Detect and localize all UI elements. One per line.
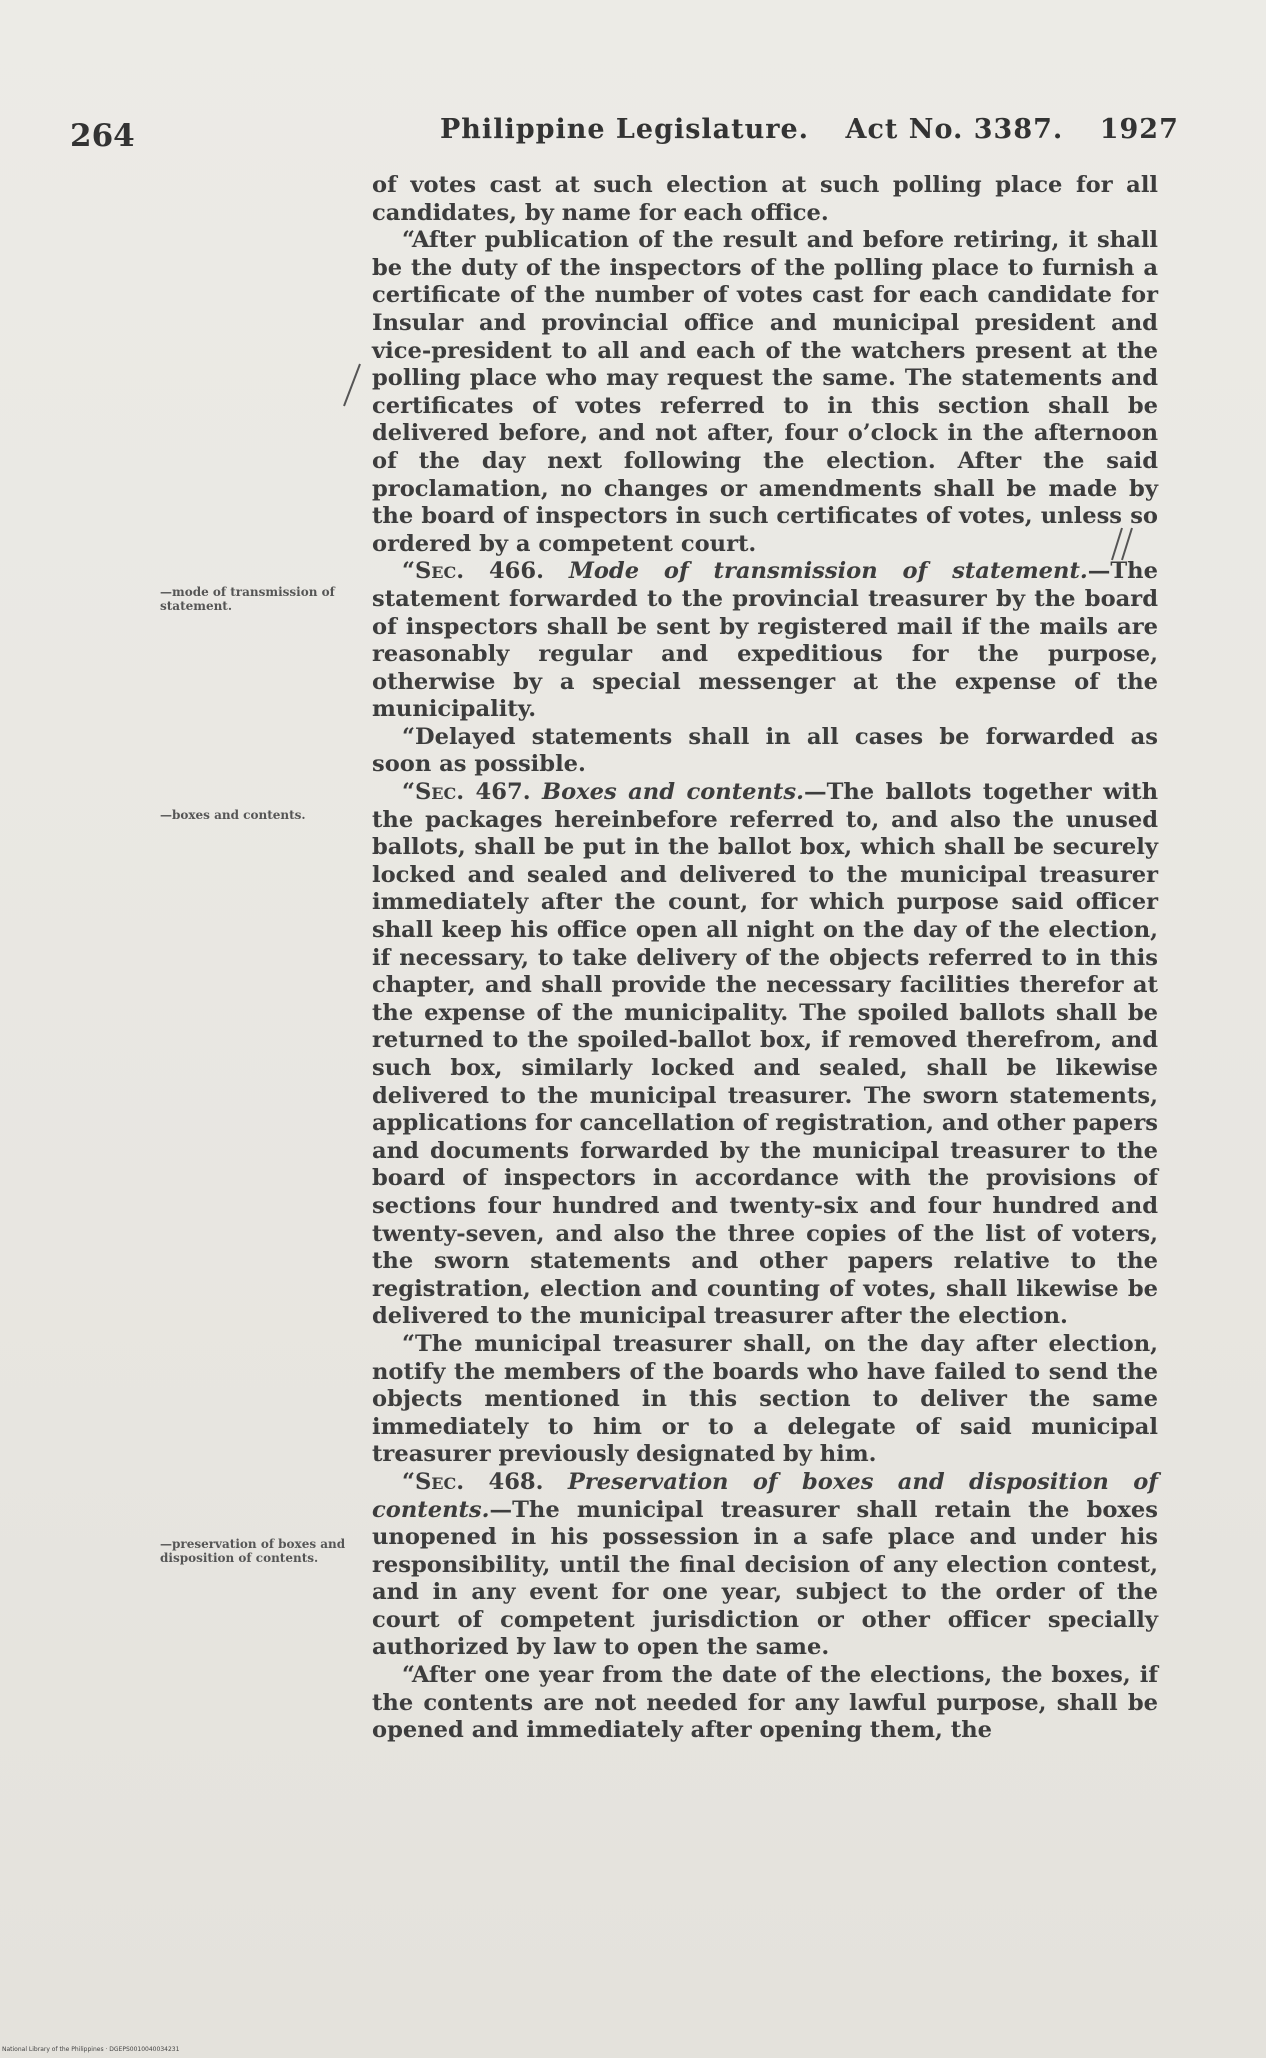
section-title: Preservation of boxes and disposition of contents.: [372, 1468, 1158, 1523]
section-title: Boxes and contents.: [542, 779, 804, 806]
section-467: “Sec. 467. Boxes and contents.—The ballots together with the packages hereinbefore referred to, and also the unused ballots, shall be put in the ballot box, which shall be securely locked and sealed and delivered to the municipal treasurer immediately after the count, for which purpose said officer shall keep his office open all night on the day of the election, if necessary, to take delivery of the objects referred to in this chapter, and shall provide the necessary facilities therefor at the expense of the municipality. The spoiled ballots shall be returned to the spoiled-ballot box, if removed therefrom, and such box, similarly locked and sealed, shall be likewise delivered to the municipal treasurer. The sworn statements, applications for cancellation of registration, and other papers and documents forwarded by the municipal treasurer to the board of inspectors in accordance with the provisions of sections four hundred and twenty-six and four hundred and twenty-seven, and also the three copies of the list of voters, the sworn statements and other papers relative to the registration, election and counting of votes, shall likewise be delivered to the municipal treasurer after the election.: [372, 779, 1158, 1330]
paragraph: “Delayed statements shall in all cases be forwarded as soon as possible.: [372, 723, 1158, 778]
section-466: “Sec. 466. Mode of transmission of statement.—The statement forwarded to the provincial treasurer by the board of inspectors shall be sent by registered mail if the mails are reasonably regular and expeditious for the purpose, otherwise by a special messenger at the expense of the municipality.: [372, 558, 1158, 723]
pencil-check-mark: [340, 362, 364, 410]
paragraph: “After publication of the result and before retiring, it shall be the duty of the inspectors of the polling place to furnish a certificate of the number of votes cast for each candidate for Insular and provincial office and municipal president and vice-president to all and each of the watchers present at the polling place who may request the same. The statements and certificates of votes referred to in this section shall be delivered before, and not after, four o’clock in the afternoon of the day next following the election. After the said proclamation, no changes or amendments shall be made by the board of inspectors in such certificates of votes, unless so ordered by a competent court.: [372, 227, 1158, 557]
paragraph: of votes cast at such election at such polling place for all candidates, by name for each office.: [372, 172, 1158, 226]
running-head-year: 1927: [1099, 114, 1179, 145]
section-title: Mode of transmission of statement.: [568, 558, 1088, 585]
paragraph: “After one year from the date of the elections, the boxes, if the contents are not needed for any lawful purpose, shall be opened and immediately after opening them, the: [372, 1662, 1158, 1744]
page-number: 264: [70, 118, 135, 154]
body-text: [372, 172, 1158, 1745]
footer-credit: National Library of the Philippines · DGEPS0010040034231: [2, 2046, 180, 2053]
margin-note-preservation: —preservation of boxes and disposition of contents.: [160, 1537, 346, 1565]
running-head: [440, 114, 1205, 145]
margin-note-transmission: —mode of transmission of statement.: [160, 585, 335, 613]
paragraph: “The municipal treasurer shall, on the day after election, notify the members of the boards who have failed to send the objects mentioned in this section to deliver the same immediately to him or to a delegate of said municipal treasurer previously designated by him.: [372, 1330, 1158, 1468]
section-468: “Sec. 468. Preservation of boxes and disposition of contents.—The municipal treasurer shall retain the boxes unopened in his possession in a safe place and under his responsibility, until the final decision of any election contest, and in any event for one year, subject to the order of the court of competent jurisdiction or other officer specially authorized by law to open the same.: [372, 1468, 1158, 1661]
running-head-act: Act No. 3387.: [845, 114, 1064, 145]
running-head-title: Philippine Legislature.: [440, 114, 810, 145]
pencil-double-slash-mark: [1108, 524, 1138, 564]
margin-note-boxes: —boxes and contents.: [160, 808, 306, 822]
